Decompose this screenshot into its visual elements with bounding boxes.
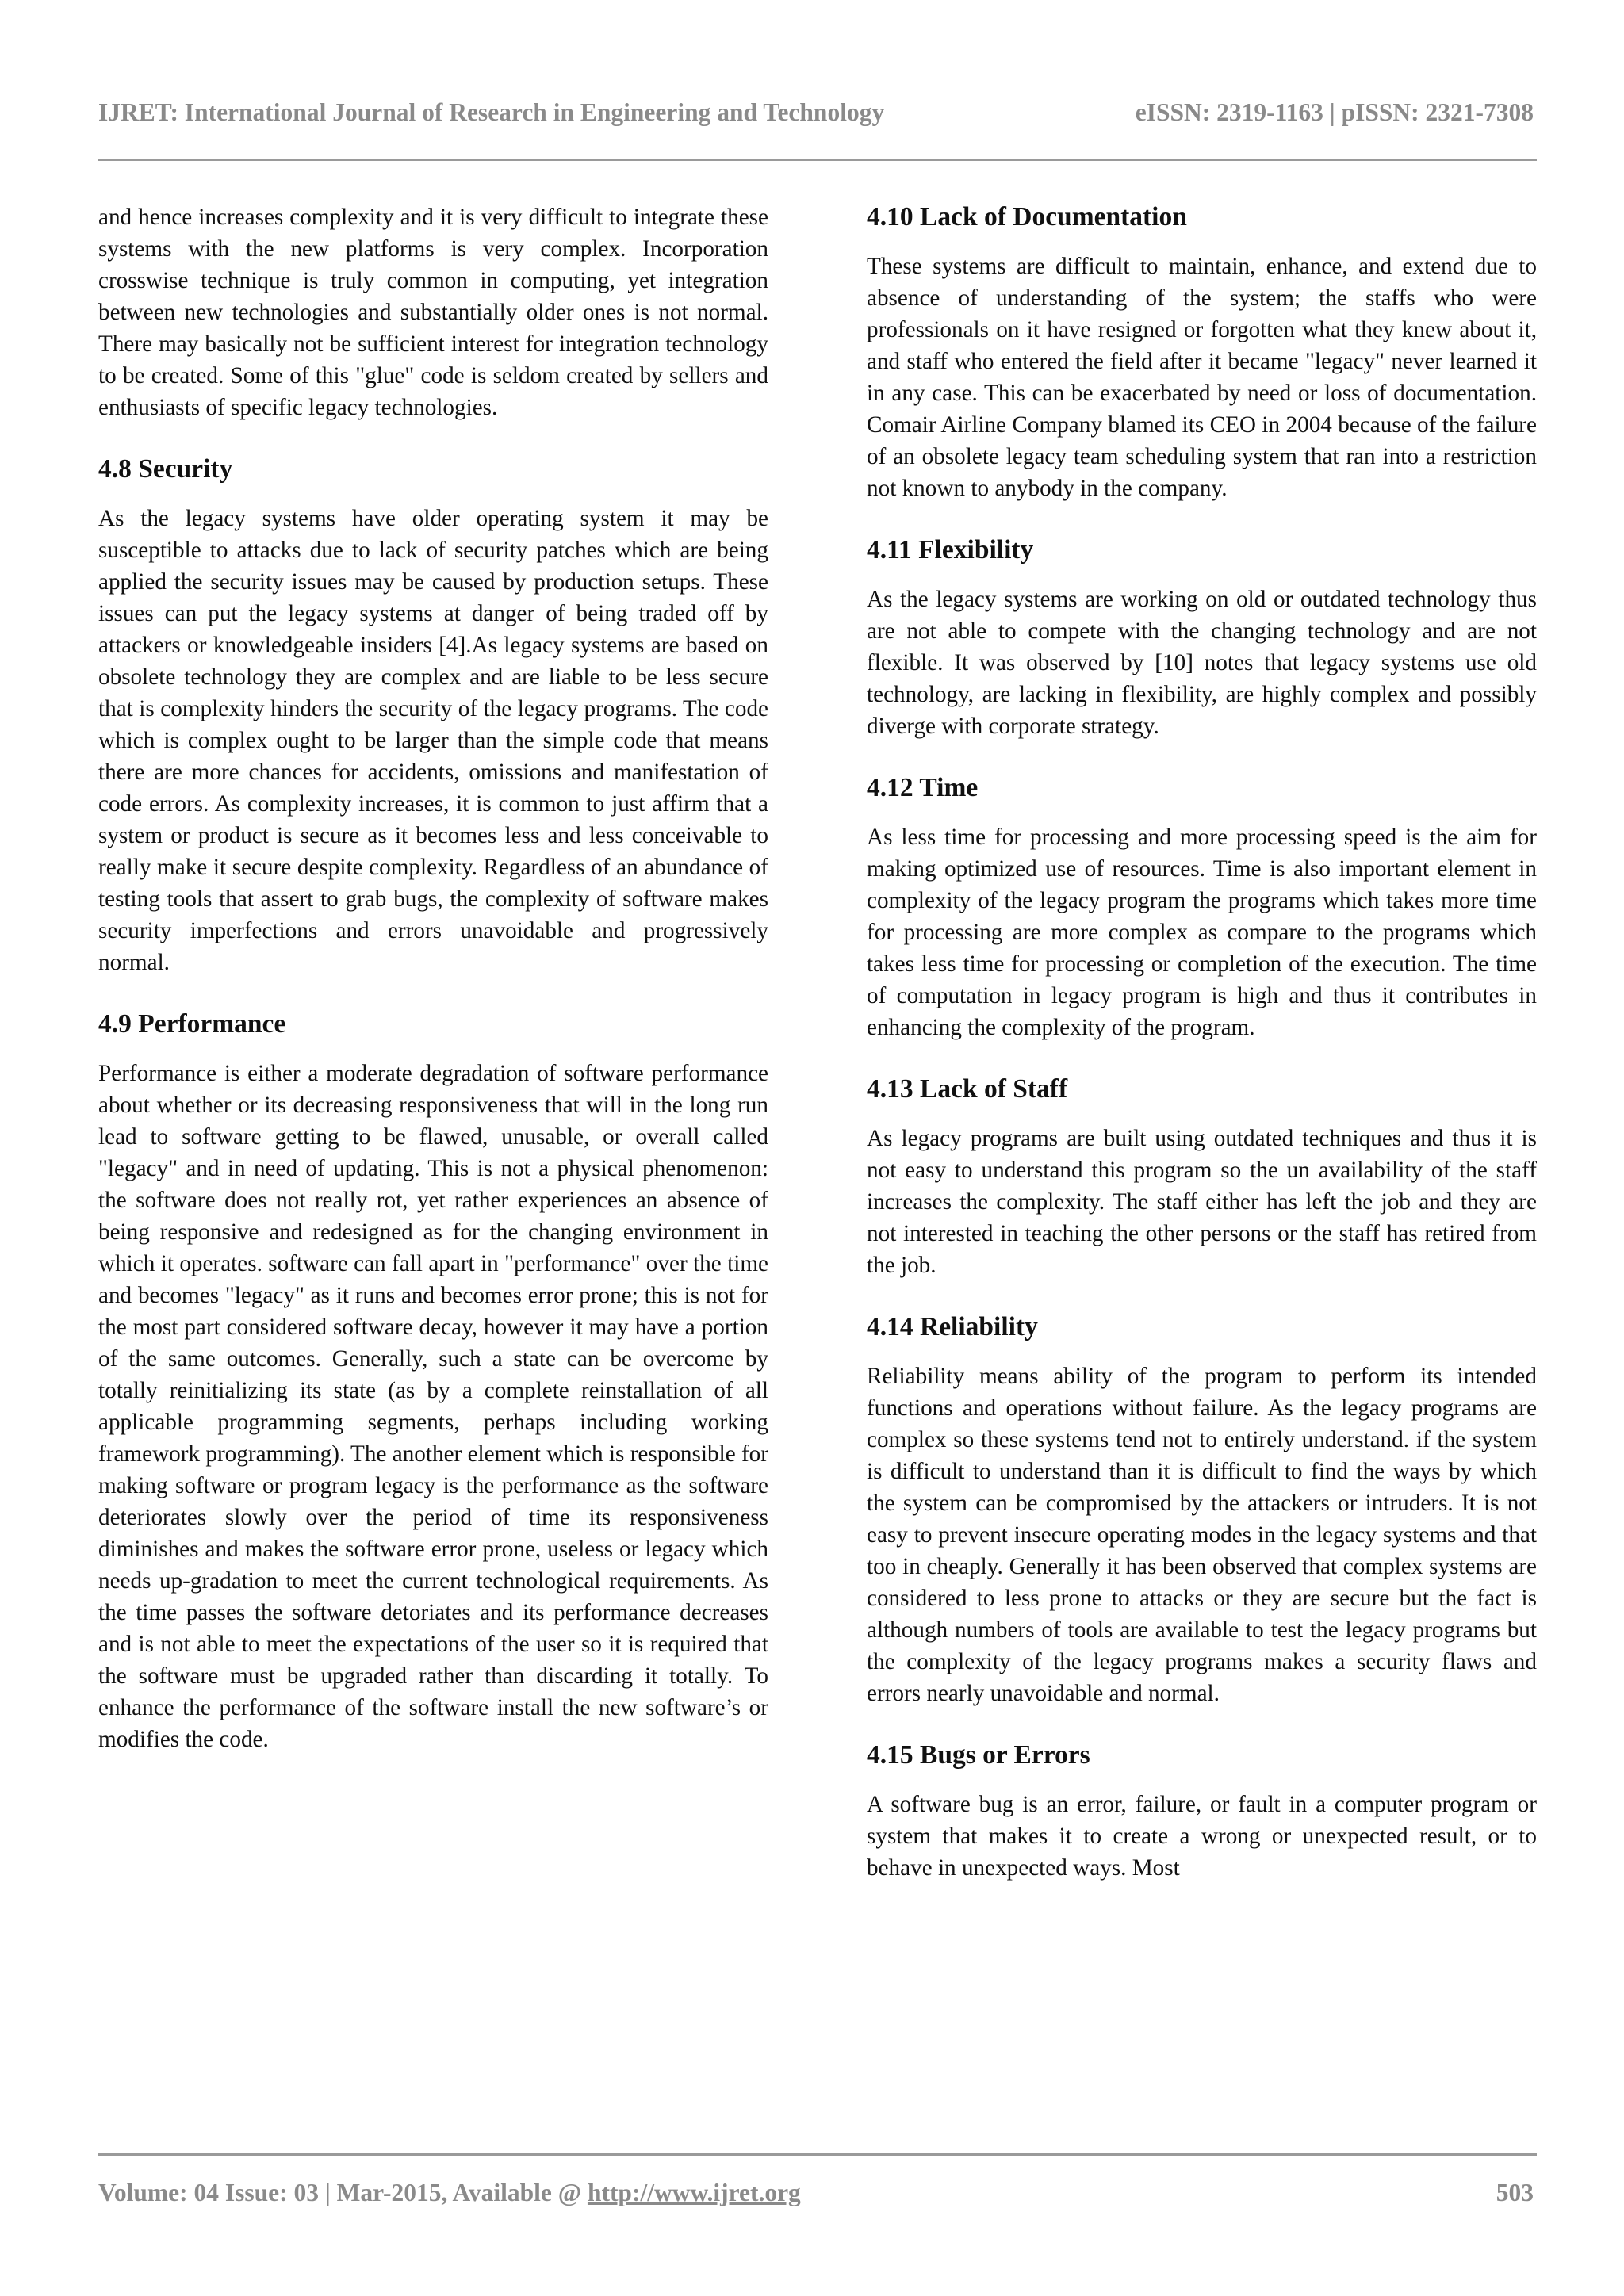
header-rule: [98, 159, 1537, 161]
footer-volume-text: Volume: 04 Issue: 03 | Mar-2015, Available @: [98, 2179, 588, 2206]
running-header: [98, 98, 1534, 127]
section-heading-time: 4.12 Time: [867, 773, 979, 802]
section-heading-lack-of-documentation: 4.10 Lack of Documentation: [867, 202, 1187, 232]
section-heading-security: 4.8 Security: [98, 454, 233, 484]
journal-website-link[interactable]: http://www.ijret.org: [587, 2179, 801, 2206]
right-column: [867, 201, 1537, 1884]
running-footer: [98, 2179, 1534, 2207]
section-body-reliability: Reliability means ability of the program to perform its intended functions and operations without failure. As the legacy programs are complex so these systems tend not to entirely understand. if the system is difficult to understand than it is difficult to find the ways by which the system can be compromised by the attackers or intruders. It is not easy to prevent insecure operating modes in the legacy systems and that too in cheaply. Generally it has been observed that complex systems are considered to less prone to attacks or they are secure but the fact is although numbers of tools are available to test the legacy programs but the complexity of the legacy programs makes a security flaws and errors nearly unavoidable and normal.: [867, 1364, 1537, 1706]
section-body-security: As the legacy systems have older operating system it may be susceptible to attacks due to lack of security patches which are being applied the security issues may be caused by production setups. These issues can put the legacy systems at danger of being traded off by attackers or knowledgeable insiders [4].As legacy systems are based on obsolete technology they are complex and are liable to be less secure that is complexity hinders the security of the legacy programs. The code which is complex ought to be larger than the simple code that means there are more chances for accidents, omissions and manifestation of code errors. As complexity increases, it is common to just affirm that a system or product is secure as it becomes less and less conceivable to really make it secure despite complexity. Regardless of an abundance of testing tools that assert to grab bugs, the complexity of software makes security imperfections and errors unavoidable and progressively normal.: [98, 506, 768, 975]
section-body-lack-of-staff: As legacy programs are built using outdated techniques and thus it is not easy to understand this program so the un availability of the staff increases the complexity. The staff either has left the job and they are not interested in teaching the other persons or the staff has retired from the job.: [867, 1126, 1537, 1278]
section-heading-reliability: 4.14 Reliability: [867, 1312, 1038, 1341]
footer-rule: [98, 2153, 1537, 2156]
section-body-time: As less time for processing and more processing speed is the aim for making optimized use of resources. Time is also important element in complexity of the legacy program the programs which takes more time for processing are more complex as compare to the programs which takes less time for processing or completion of the execution. The time of computation in legacy program is high and thus it contributes in enhancing the complexity of the program.: [867, 825, 1537, 1040]
section-body-lack-of-documentation: These systems are difficult to maintain, enhance, and extend due to absence of understanding of the system; the staffs who were professionals on it have resigned or forgotten what they knew about it, and staff who entered the field after it became "legacy" never learned it in any case. This can be exacerbated by need or loss of documentation. Comair Airline Company blamed its CEO in 2004 because of the failure of an obsolete legacy team scheduling system that ran into a restriction not known to anybody in the company.: [867, 254, 1537, 501]
intro-paragraph: and hence increases complexity and it is very difficult to integrate these systems with the new platforms is very complex. Incorporation crosswise technique is truly common in computing, yet integration between new technologies and substantially older ones is not normal. There may basically not be sufficient interest for integration technology to be created. Some of this "glue" code is seldom created by sellers and enthusiasts of specific legacy technologies.: [98, 205, 768, 420]
issn-info: eISSN: 2319-1163 | pISSN: 2321-7308: [1135, 98, 1534, 126]
footer-volume: [98, 2179, 801, 2207]
journal-title: IJRET: International Journal of Research in Engineering and Technology: [98, 98, 885, 126]
page-number: 503: [1496, 2179, 1534, 2206]
section-heading-bugs-or-errors: 4.15 Bugs or Errors: [867, 1740, 1090, 1770]
section-body-flexibility: As the legacy systems are working on old or outdated technology thus are not able to compete with the changing technology and are not flexible. It was observed by [10] notes that legacy systems use old technology, are lacking in flexibility, are highly complex and possibly diverge with corporate strategy.: [867, 587, 1537, 739]
section-body-performance: Performance is either a moderate degradation of software performance about whether or its decreasing responsiveness that will in the long run lead to software getting to be flawed, unusable, or overall called "legacy" and in need of updating. This is not a physical phenomenon: the software does not really rot, yet rather experiences an absence of being responsive and redesigned as for the changing environment in which it operates. software can fall apart in "performance" over the time and becomes "legacy" as it runs and becomes error prone; this is not for the most part considered software decay, however it may have a portion of the same outcomes. Generally, such a state can be overcome by totally reinitializing its state (as by a complete reinstallation of all applicable programming segments, perhaps including working framework programming). The another element which is responsible for making software or program legacy is the performance as the software deteriorates slowly over the period of time its responsiveness diminishes and makes the software error prone, useless or legacy which needs up-gradation to meet the current technological requirements. As the time passes the software detoriates and its performance decreases and is not able to meet the expectations of the user so it is required that the software must be upgraded rather than discarding it totally. To enhance the performance of the software install the new software’s or modifies the code.: [98, 1061, 768, 1752]
section-body-bugs-or-errors: A software bug is an error, failure, or fault in a computer program or system that makes it to create a wrong or unexpected result, or to behave in unexpected ways. Most: [867, 1792, 1537, 1881]
left-column: [98, 201, 768, 1755]
section-heading-lack-of-staff: 4.13 Lack of Staff: [867, 1074, 1068, 1104]
section-heading-performance: 4.9 Performance: [98, 1009, 286, 1039]
section-heading-flexibility: 4.11 Flexibility: [867, 535, 1034, 564]
